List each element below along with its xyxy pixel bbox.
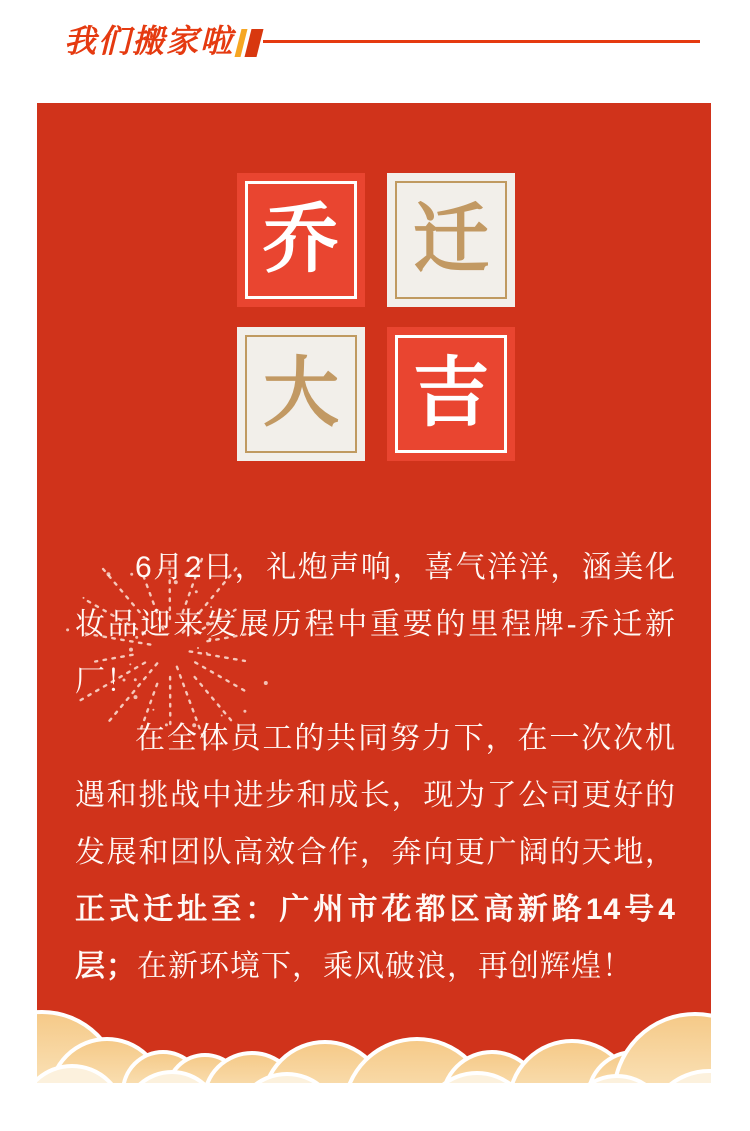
announcement-text <box>75 539 676 995</box>
tile-character: 迁 <box>413 197 489 282</box>
tile-da <box>237 327 365 461</box>
announcement-card <box>37 103 711 1083</box>
header <box>0 0 750 80</box>
paragraph-2-closing: 在新环境下，乘风破浪，再创辉煌！ <box>137 950 633 983</box>
paragraph-2-text: 在全体员工的共同努力下，在一次次机遇和挑战中进步和成长，现为了公司更好的发展和团队高效合作，奔向更广阔的天地， <box>75 722 676 869</box>
tile-character: 乔 <box>263 197 339 282</box>
tile-qian <box>387 173 515 307</box>
tile-character: 大 <box>263 351 339 436</box>
page-title: 我们搬家啦 <box>64 23 235 59</box>
qiaoqian-daji-tiles <box>237 173 515 461</box>
title-rule-line <box>263 40 700 43</box>
paragraph-1-text: 6月2日，礼炮声响，喜气洋洋，涵美化妆品迎来发展历程中重要的里程牌-乔迁新厂！ <box>75 551 676 698</box>
paragraph-1 <box>75 539 676 710</box>
new-address-text: 正式迁址至：广州市花都区高新路14号4层； <box>75 893 676 983</box>
tile-ji <box>387 327 515 461</box>
tile-character: 吉 <box>413 351 489 436</box>
cloud-border-icon <box>37 968 711 1083</box>
paragraph-2 <box>75 710 676 995</box>
tile-qiao <box>237 173 365 307</box>
title-accent-stripe-red <box>245 29 264 57</box>
